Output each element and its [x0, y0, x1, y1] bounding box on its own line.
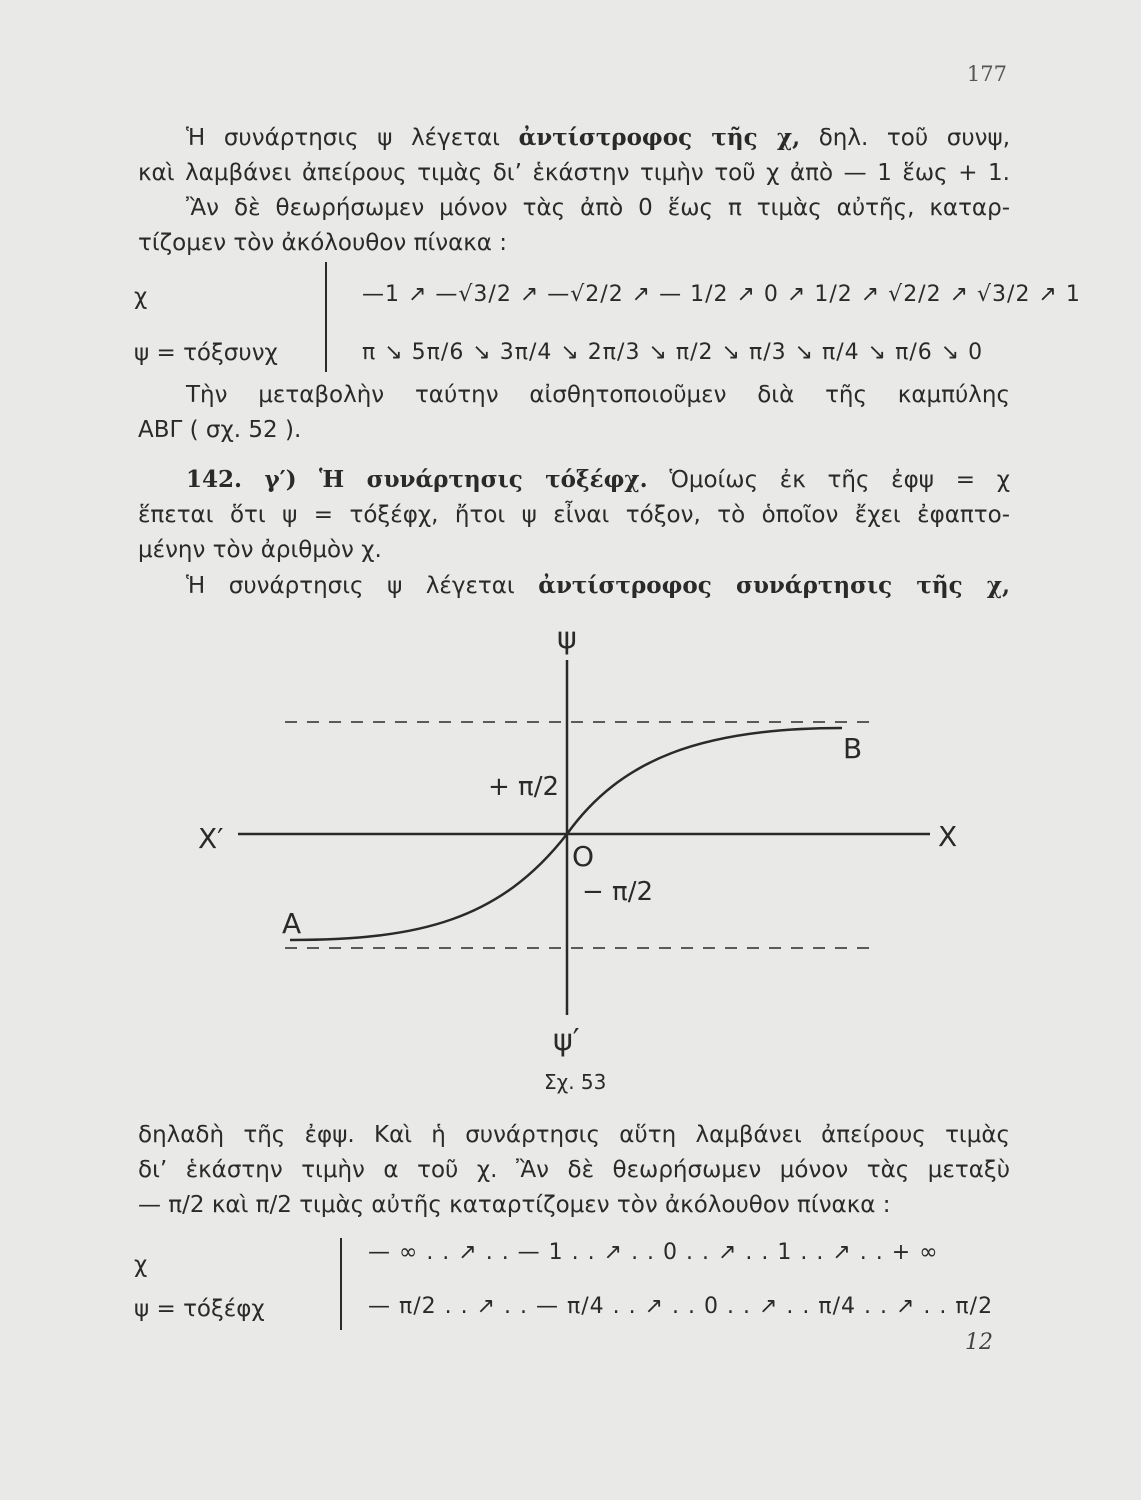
table1-x-row: —1 ↗ —√3/2 ↗ —√2/2 ↗ — 1/2 ↗ 0 ↗ 1/2 ↗ √2/2 ↗ √3/2 ↗ 1: [362, 282, 1081, 307]
para1-line1: Ἡ συνάρτησις ψ λέγεται ἀντίστροφος τῆς χ, δηλ. τοῦ συνψ,: [186, 124, 1011, 151]
para3-line3: — π/2 καὶ π/2 τιμὰς αὐτῆς καταρτίζομεν τὸν ἀκόλουθον πίνακα :: [138, 1192, 891, 1218]
x-axis-label: Χ: [938, 820, 958, 853]
psi-axis-label: ψ: [557, 621, 577, 656]
table2-x-row: — ∞ . . ↗ . . — 1 . . ↗ . . 0 . . ↗ . . 1 . . ↗ . . + ∞: [368, 1240, 939, 1265]
minus-pi-half-label: − π/2: [582, 877, 654, 907]
table1-x-label: χ: [134, 284, 148, 310]
para3-line1: δηλαδὴ τῆς ἐφψ. Καὶ ἡ συνάρτησις αὕτη λαμβάνει ἀπείρους τιμὰς: [138, 1122, 1010, 1148]
plus-pi-half-label: + π/2: [488, 772, 560, 802]
table2-brace: [340, 1238, 342, 1330]
point-a-label: Α: [282, 907, 302, 940]
table2-x-label: χ: [134, 1252, 148, 1278]
table2-y-label: ψ = τόξέφχ: [134, 1296, 265, 1322]
table1-y-label: ψ = τόξσυνχ: [134, 340, 278, 366]
x-neg-axis-label: Χ′: [198, 822, 224, 855]
paragraph-arctan-values: [138, 1118, 1010, 1223]
page-number: 177: [966, 62, 1007, 86]
table1-y-row: π ↘ 5π/6 ↘ 3π/4 ↘ 2π/3 ↘ π/2 ↘ π/3 ↘ π/4 ↘ π/6 ↘ 0: [362, 340, 984, 365]
para1-line4: τίζομεν τὸν ἀκόλουθον πίνακα :: [138, 230, 508, 256]
section142-line3: μένην τὸν ἀριθμὸν χ.: [138, 537, 382, 563]
para1-line2: καὶ λαμβάνει ἀπείρους τιμὰς δι’ ἑκάστην τιμὴν τοῦ χ ἀπὸ — 1 ἕως + 1.: [138, 160, 1010, 186]
signature-mark: 12: [965, 1330, 993, 1355]
para1-line3: Ἂν δὲ θεωρήσωμεν μόνον τὰς ἀπὸ 0 ἕως π τιμὰς αὐτῆς, καταρ-: [186, 195, 1010, 221]
origin-label: Ο: [572, 840, 595, 873]
para3-line2: δι’ ἑκάστην τιμὴν α τοῦ χ. Ἂν δὲ θεωρήσωμεν μόνον τὰς μεταξὺ: [138, 1157, 1010, 1183]
point-b-label: Β: [843, 732, 863, 765]
para2-line2: ΑΒΓ ( σχ. 52 ).: [138, 417, 302, 443]
figure-caption: Σχ. 53: [544, 1070, 607, 1094]
section142-line2: ἕπεται ὅτι ψ = τόξέφχ, ἤτοι ψ εἶναι τόξον, τὸ ὁποῖον ἔχει ἐφαπτο-: [138, 502, 1010, 528]
section142-line4: Ἡ συνάρτησις ψ λέγεται ἀντίστροφος συνάρτησις τῆς χ,: [186, 572, 1010, 599]
section-heading: 142. γ′) Ἡ συνάρτησις τόξέφχ.: [186, 466, 648, 493]
section142-line1: 142. γ′) Ἡ συνάρτησις τόξέφχ. Ὁμοίως ἐκ τῆς ἐφψ = χ: [186, 466, 1010, 493]
table2-y-row: — π/2 . . ↗ . . — π/4 . . ↗ . . 0 . . ↗ . . π/4 . . ↗ . . π/2: [368, 1294, 994, 1319]
para2-line1: Τὴν μεταβολὴν ταύτην αἰσθητοποιοῦμεν διὰ τῆς καμπύλης: [186, 382, 1010, 408]
psi-neg-axis-label: ψ′: [553, 1023, 580, 1058]
